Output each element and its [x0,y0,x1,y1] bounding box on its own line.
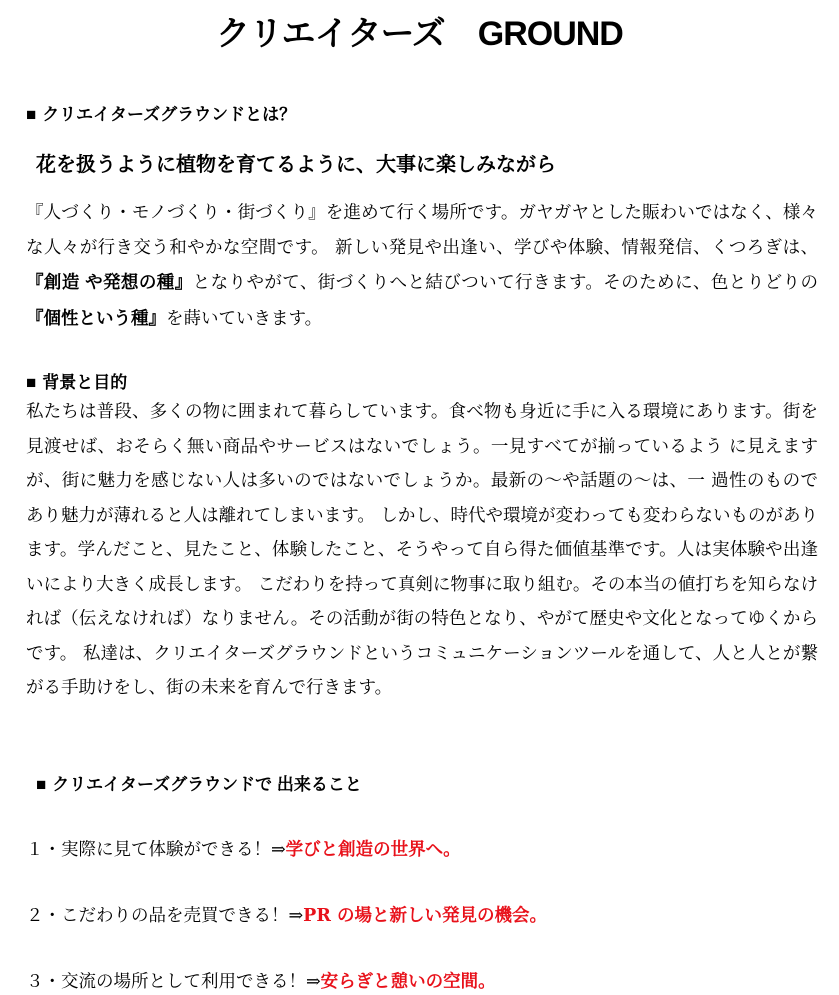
about-paragraph [26,196,818,336]
section-heading-capabilities [36,770,362,795]
list-item-highlight: 安らぎと憩いの空間。 [320,972,496,992]
section-heading-text: クリエイターズグラウンドで 出来ること [52,775,362,794]
about-text-3: を蒔いていきます。 [166,308,323,329]
list-item-text: ２・こだわりの品を売買できる！⇒ [26,906,304,926]
about-text-1: 『人づくり・モノづくり・街づくり』を進めて行く場所です。ガヤガヤとした賑わいではなく、様々な人々が行き交う和やかな空間です。 新しい発見や出逢い、学びや体験、情報発信、くつろぎは、 [26,203,818,258]
black-square-icon: ■ [36,775,47,794]
black-square-icon: ■ [26,373,37,392]
about-bold-1: 『創造 や発想の種』 [26,272,193,292]
black-square-icon: ■ [26,105,37,124]
lead-text: 花を扱うように植物を育てるように、大事に楽しみながら [36,152,556,176]
about-text-2: となりやがて、街づくりへと結びついて行きます。そのために、色とりどりの [192,273,818,293]
section-heading-about [26,100,296,125]
section-heading-text: 背景と目的 [42,373,128,392]
page-title: クリエイターズ GROUND [216,15,623,53]
background-paragraph: 私たちは普段、多くの物に囲まれて暮らしています。食べ物も身近に手に入る環境にあります。街を見渡せば、おそらく無い商品やサービスはないでしょう。一見すべてが揃っているよう に見えますが、街に魅力を感じない人は多いのではないでしょうか。最新の〜や話題の〜は、一 過性のものであり魅力が薄れると人は離れてしまいます。 しかし、時代や環境が変わっても変わらないものがあります。学んだこと、見たこと、体験したこと、そうやって自ら得た価値基準です。人は実体験や出逢いにより大きく成長します。 こだわりを持って真剣に物事に取り組む。その本当の値打ちを知らなければ（伝えなければ）なりません。その活動が街の特色となり、やがて歴史や文化となってゆくからです。 私達は、クリエイターズグラウンドというコミュニケーションツールを通して、人と人とが繋がる手助けをし、街の未来を育んで行きます。 [26,402,818,698]
list-item-text: ３・交流の場所として利用できる！⇒ [26,972,321,992]
list-item-highlight: PR の場と新しい発見の機会。 [303,906,547,926]
section-heading-background [26,368,127,393]
about-bold-2: 『個性という種』 [26,307,166,328]
list-item [26,836,461,861]
list-item-highlight: 学びと創造の世界へ。 [285,840,461,860]
list-item [26,968,496,993]
section-heading-text: クリエイターズグラウンドとは？ [42,105,297,124]
list-item [26,902,547,927]
list-item-text: １・実際に見て体験ができる！⇒ [26,840,286,860]
